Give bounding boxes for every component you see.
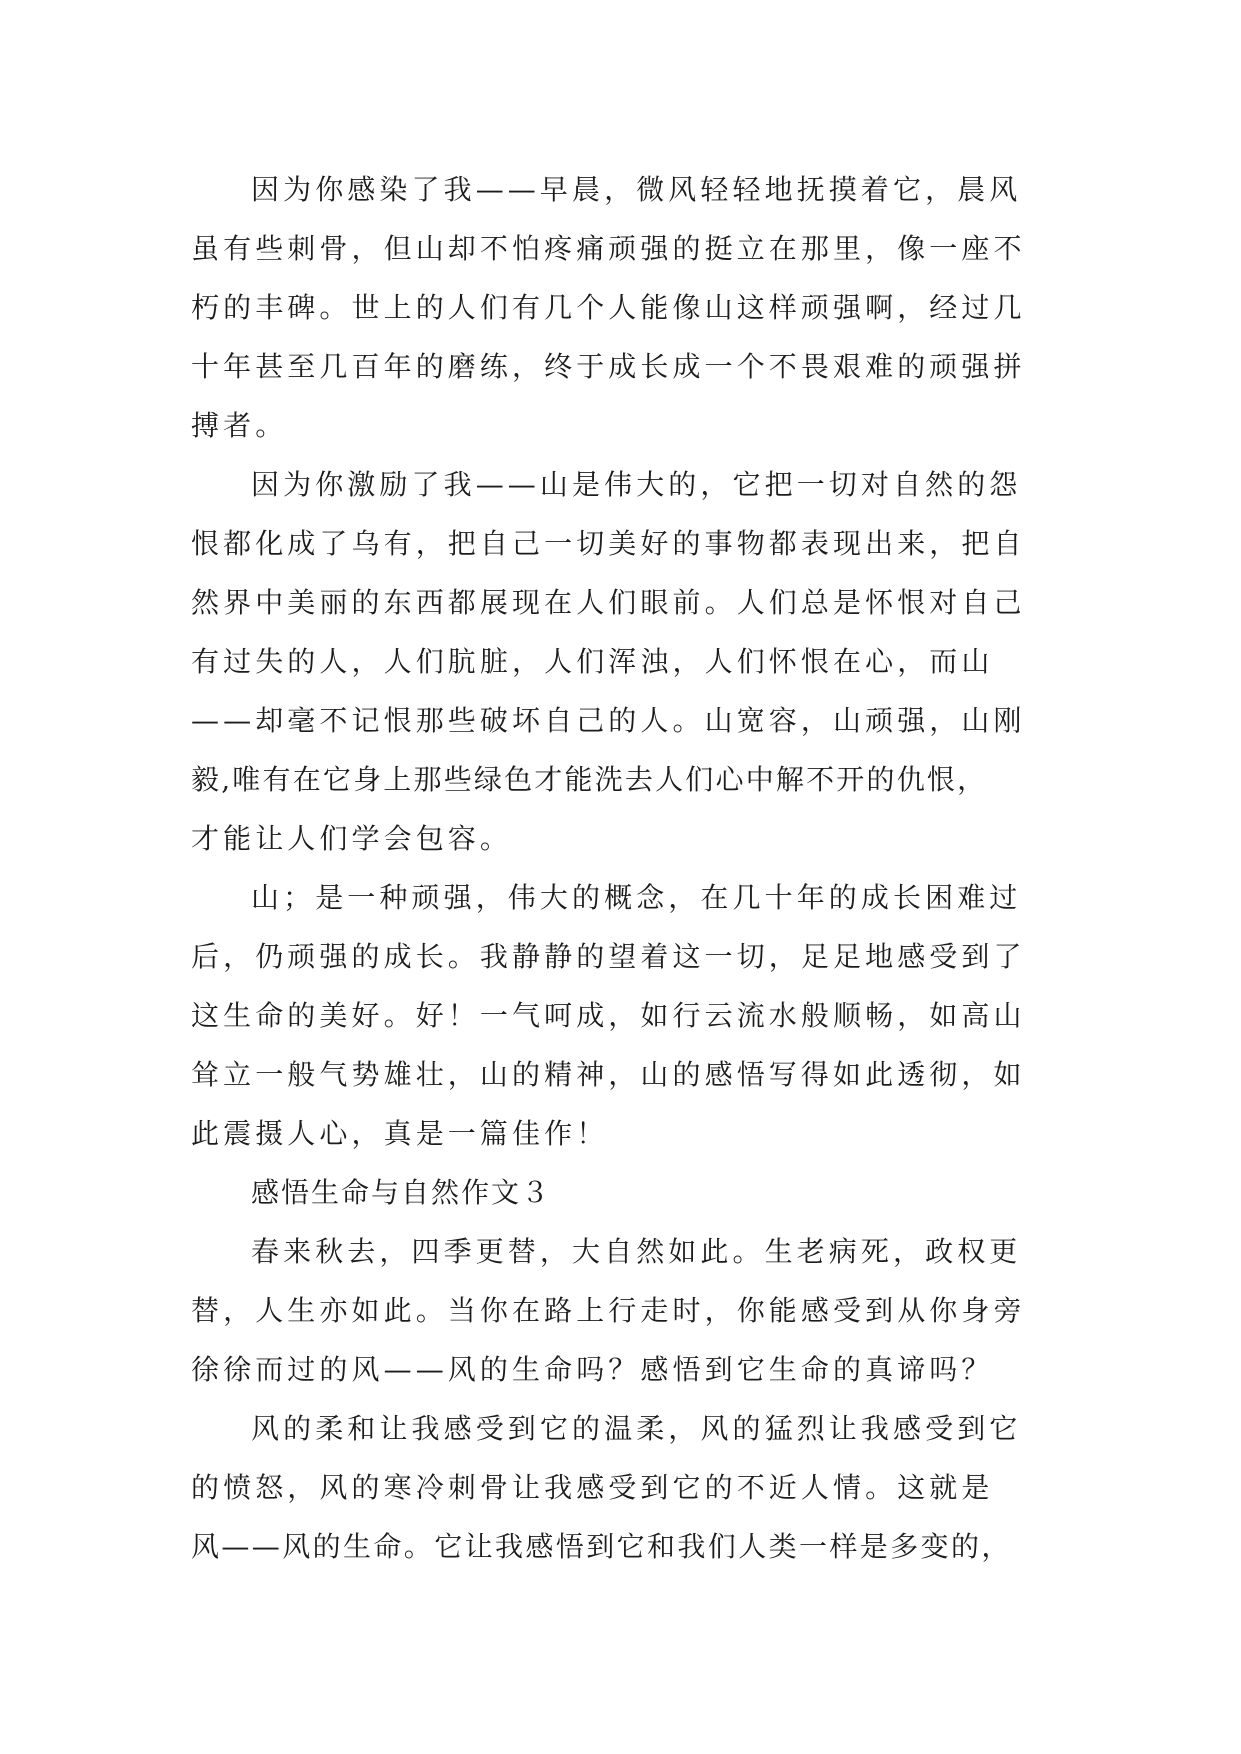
text-line: 毅,唯有在它身上那些绿色才能洗去人们心中解不开的仇恨， — [191, 763, 988, 796]
paragraph-infection — [191, 160, 1051, 455]
text-line: 这生命的美好。好！一气呵成，如行云流水般顺畅，如高山 — [191, 999, 1026, 1032]
text-line: 后，仍顽强的成长。我静静的望着这一切，足足地感受到了 — [191, 940, 1026, 973]
text-line: 山；是一种顽强，伟大的概念，在几十年的成长困难过 — [251, 881, 1022, 914]
text-line: 才能让人们学会包容。 — [191, 822, 513, 855]
text-line: 有过失的人，人们肮脏，人们浑浊，人们怀恨在心，而山 — [191, 645, 994, 678]
text-line: 朽的丰碑。世上的人们有几个人能像山这样顽强啊，经过几 — [191, 291, 1026, 324]
text-line: 恨都化成了乌有，把自己一切美好的事物都表现出来，把自 — [191, 527, 1026, 560]
text-line: 的愤怒，风的寒冷刺骨让我感受到它的不近人情。这就是 — [191, 1471, 994, 1504]
text-line: 徐徐而过的风——风的生命吗？感悟到它生命的真谛吗？ — [191, 1353, 994, 1386]
text-line: ——却毫不记恨那些破坏自己的人。山宽容，山顽强，山刚 — [191, 704, 1026, 737]
text-line: 耸立一般气势雄壮，山的精神，山的感悟写得如此透彻，如 — [191, 1058, 1026, 1091]
text-line: 搏者。 — [191, 409, 288, 442]
text-line: 虽有些刺骨，但山却不怕疼痛顽强的挺立在那里，像一座不 — [191, 232, 1026, 265]
text-line: 然界中美丽的东西都展现在人们眼前。人们总是怀恨对自己 — [191, 586, 1026, 619]
text-line: 因为你感染了我——早晨，微风轻轻地抚摸着它，晨风 — [251, 173, 1022, 206]
text-line: 十年甚至几百年的磨练，终于成长成一个不畏艰难的顽强拼 — [191, 350, 1026, 383]
text-line: 风的柔和让我感受到它的温柔，风的猛烈让我感受到它 — [251, 1412, 1022, 1445]
paragraph-seasons — [191, 1222, 1051, 1399]
text-line: 此震摄人心，真是一篇佳作！ — [191, 1117, 609, 1150]
paragraph-wind — [191, 1399, 1051, 1576]
section-heading: 感悟生命与自然作文３ — [251, 1176, 552, 1209]
document-body — [191, 160, 1051, 1576]
text-line: 春来秋去，四季更替，大自然如此。生老病死，政权更 — [251, 1235, 1022, 1268]
text-line: 替，人生亦如此。当你在路上行走时，你能感受到从你身旁 — [191, 1294, 1026, 1327]
paragraph-mountain — [191, 868, 1051, 1163]
text-line: 风——风的生命。它让我感悟到它和我们人类一样是多变的， — [191, 1530, 1012, 1563]
paragraph-inspiration — [191, 455, 1051, 868]
text-line: 因为你激励了我——山是伟大的，它把一切对自然的怨 — [251, 468, 1022, 501]
